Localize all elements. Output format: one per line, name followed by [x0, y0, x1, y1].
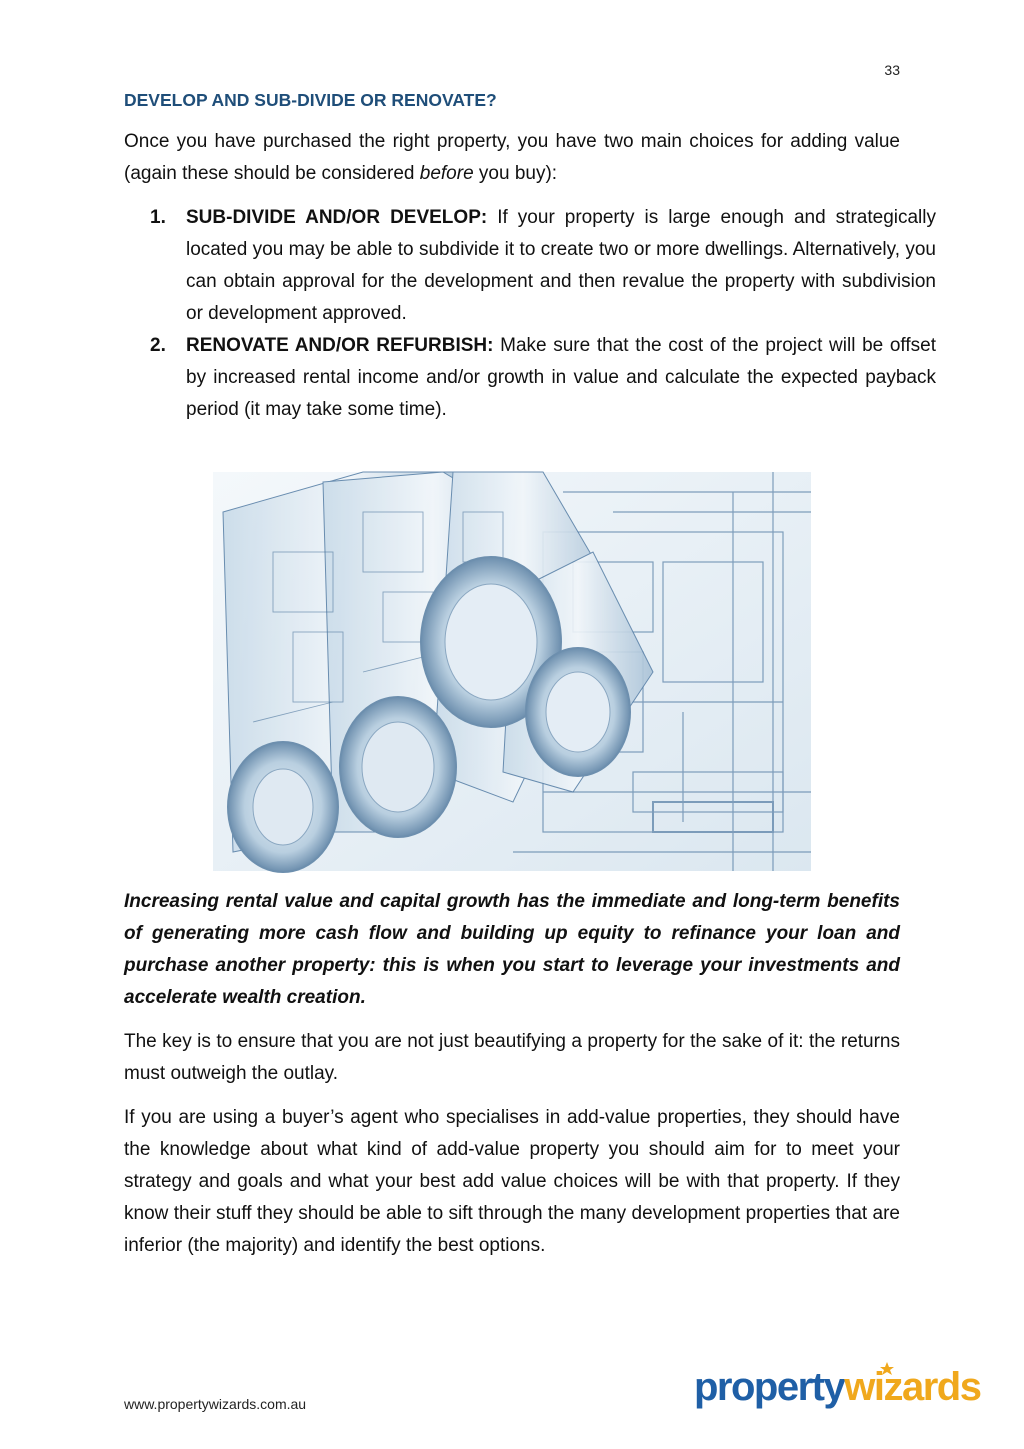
list-item-label: RENOVATE AND/OR REFURBISH: — [186, 335, 494, 356]
blueprints-image — [213, 472, 811, 871]
blueprint-rolls-illustration — [213, 472, 811, 871]
list-item-number: 1. — [150, 207, 166, 228]
intro-text-end: you buy): — [473, 163, 558, 184]
footer-website-link[interactable]: www.propertywizards.com.au — [124, 1396, 307, 1412]
logo-part-wizards: wizards — [844, 1365, 981, 1409]
body-paragraph: The key is to ensure that you are not just beautifying a property for the sake of it: the returns must outweigh the outlay. — [124, 1031, 900, 1084]
logo-part-property: property — [694, 1365, 845, 1409]
list-item — [150, 330, 936, 426]
list-item-text: If your property is large enough and strategically located you may be able to subdivide it to create two or more dwellings. Alternatively, you can obtain approval for the development and then revalue the property with subdivision or development approved. — [186, 207, 936, 324]
logo-text — [694, 1365, 981, 1409]
body-paragraph: If you are using a buyer’s agent who specialises in add-value properties, they should have the knowledge about what kind of add-value property you should aim for to meet your strategy and goals and what your best add value choices will be with that property. If they know their stuff they should be able to sift through the many development properties that are inferior (the majority) and identify the best options. — [124, 1107, 900, 1256]
page-number: 33 — [884, 62, 900, 78]
choices-list — [150, 202, 936, 426]
logo-wordmark — [694, 1358, 981, 1416]
list-item-text: Make sure that the cost of the project will be offset by increased rental income and/or growth in value and calculate the expected payback period (it may take some time). — [186, 335, 936, 420]
callout-text: Increasing rental value and capital growth has the immediate and long-term benefits of generating more cash flow and building up equity to refinance your loan and purchase another property: this is when you start to leverage your investments and accelerate wealth creation. — [124, 891, 900, 1008]
propertywizards-logo — [694, 1358, 981, 1416]
list-item-number: 2. — [150, 335, 166, 356]
section-heading: DEVELOP AND SUB-DIVIDE OR RENOVATE? — [124, 90, 497, 110]
intro-text-start: Once you have purchased the right property, you have two main choices for adding value (again these should be considered — [124, 131, 900, 184]
list-item — [150, 202, 936, 330]
intro-emphasis: before — [419, 163, 474, 184]
intro-paragraph — [124, 126, 900, 190]
list-item-label: SUB-DIVIDE AND/OR DEVELOP: — [186, 207, 488, 228]
